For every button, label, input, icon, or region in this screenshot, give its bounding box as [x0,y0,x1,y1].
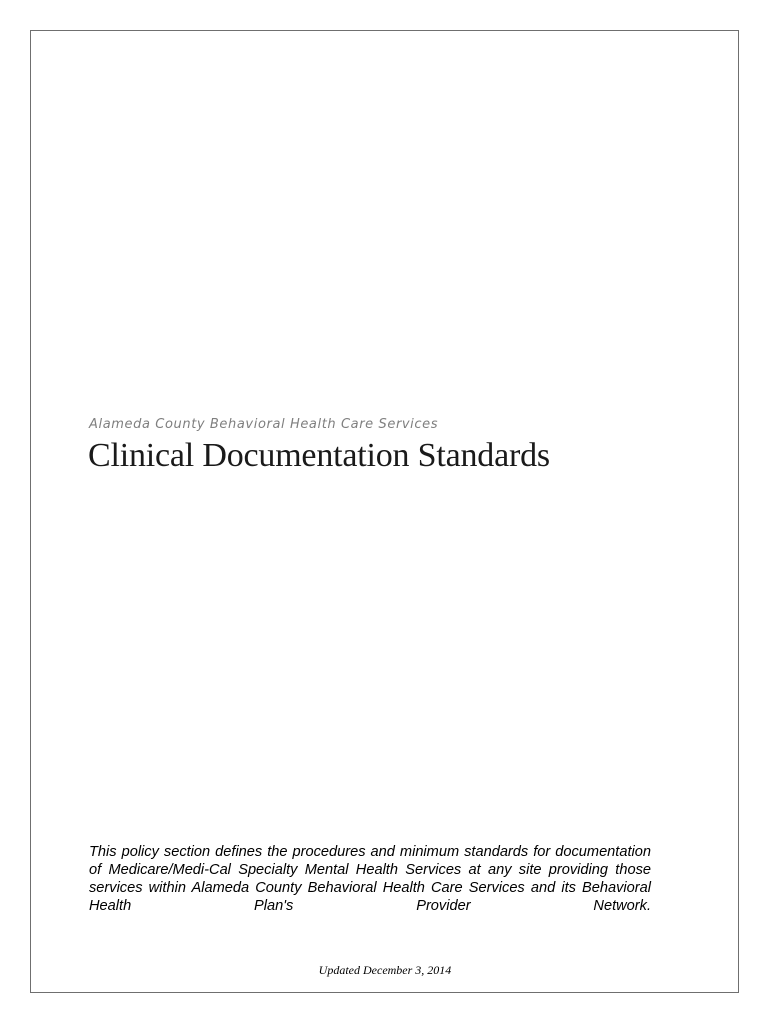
policy-description: This policy section defines the procedures and minimum standards for documentation of Medicare/Medi-Cal Specialty Mental Health Services at any site providing those services within Alameda County Behavioral Health Care Services and its Behavioral Health Plan's Provider Network. [89,844,651,914]
organization-name: Alameda County Behavioral Health Care Services [89,417,439,432]
document-title: Clinical Documentation Standards [88,437,550,474]
updated-date: Updated December 3, 2014 [318,963,452,977]
